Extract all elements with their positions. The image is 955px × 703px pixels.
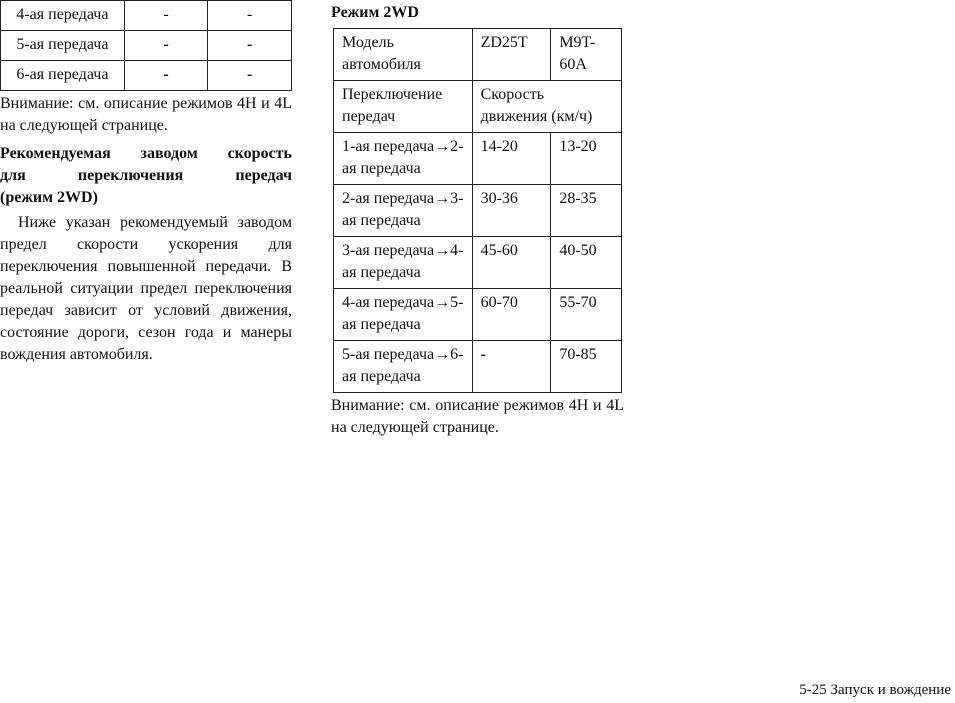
shift-label-cell: Переключение передач xyxy=(334,81,473,133)
table-row xyxy=(334,237,622,289)
model-cell: M9T-60A xyxy=(551,29,622,81)
speed-cell: - xyxy=(472,341,551,393)
speed-cell: 40-50 xyxy=(551,237,622,289)
speed-cell: 60-70 xyxy=(472,289,551,341)
speed-cell: - xyxy=(124,61,208,91)
speed-cell: 55-70 xyxy=(551,289,622,341)
speed-cell: - xyxy=(124,1,208,31)
mode-heading: Режим 2WD xyxy=(331,4,419,21)
table-row xyxy=(334,185,622,237)
heading-line: для переключения передач xyxy=(0,167,292,184)
left-column xyxy=(0,0,292,366)
model-cell: ZD25T xyxy=(472,29,551,81)
speed-cell: 30-36 xyxy=(472,185,551,237)
speed-cell: 45-60 xyxy=(472,237,551,289)
section-body-text: Ниже указан рекомендуемый заводом предел скорости ускорения для переключения повышенной передачи. В реальной ситуации предел переключения передач зависит от условий движения, состояние дороги, сезон года и манеры вождения автомобиля. xyxy=(0,214,292,363)
table-row xyxy=(1,1,292,31)
speed-cell: - xyxy=(124,31,208,61)
speed-cell: 70-85 xyxy=(551,341,622,393)
speed-cell: - xyxy=(208,31,292,61)
section-heading xyxy=(0,143,292,209)
page-number: 5-25 xyxy=(799,682,827,698)
shift-speed-table-2wd xyxy=(333,28,622,393)
model-label-cell: Модель автомобиля xyxy=(334,29,473,81)
table-row xyxy=(1,31,292,61)
table-row xyxy=(1,61,292,91)
page-footer xyxy=(799,681,951,699)
footer-section-title: Запуск и вождение xyxy=(830,682,951,698)
table-row xyxy=(334,341,622,393)
speed-cell: - xyxy=(208,1,292,31)
table-header-row xyxy=(334,29,622,81)
speed-cell: 14-20 xyxy=(472,133,551,185)
gear-cell: 4-ая передача xyxy=(1,1,125,31)
heading-line: Рекомендуемая заводом скорость xyxy=(0,145,292,162)
shift-cell: 1-ая передача→2-ая передача xyxy=(334,133,473,185)
gear-speed-table-continued xyxy=(0,0,292,91)
speed-cell: 13-20 xyxy=(551,133,622,185)
gear-cell: 6-ая передача xyxy=(1,61,125,91)
speed-cell: - xyxy=(208,61,292,91)
shift-cell: 3-ая передача→4-ая передача xyxy=(334,237,473,289)
right-column xyxy=(331,0,624,439)
shift-cell: 5-ая передача→6-ая передача xyxy=(334,341,473,393)
attention-note: Внимание: см. описание режимов 4H и 4L на следующей странице. xyxy=(331,397,624,436)
heading-line: (режим 2WD) xyxy=(0,189,98,206)
attention-note: Внимание: см. описание режимов 4H и 4L на следующей странице. xyxy=(0,95,292,134)
speed-label-cell: Скорость движения (км/ч) xyxy=(472,81,621,133)
shift-cell: 2-ая передача→3-ая передача xyxy=(334,185,473,237)
speed-cell: 28-35 xyxy=(551,185,622,237)
table-header-row xyxy=(334,81,622,133)
gear-cell: 5-ая передача xyxy=(1,31,125,61)
shift-cell: 4-ая передача→5-ая передача xyxy=(334,289,473,341)
table-row xyxy=(334,289,622,341)
table-row xyxy=(334,133,622,185)
